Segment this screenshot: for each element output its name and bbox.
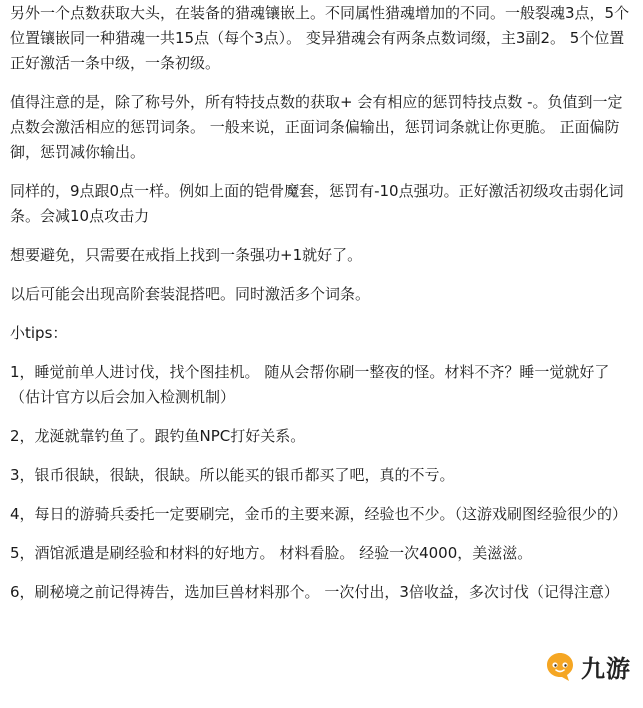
paragraph-3: 同样的，9点跟0点一样。例如上面的铠骨魔套，惩罚有-10点强功。正好激活初级攻击弱化词条。会减10点攻击力 (10, 182, 624, 225)
tip-1: 1，睡觉前单人进讨伐，找个图挂机。 随从会帮你刷一整夜的怪。材料不齐？睡一觉就好了（估计官方以后会加入检测机制） (10, 363, 610, 406)
tips-heading: 小tips： (10, 324, 68, 342)
paragraph-4: 想要避免，只需要在戒指上找到一条强功+1就好了。 (10, 246, 363, 264)
tip-6: 6，刷秘境之前记得祷告，选加巨兽材料那个。 一次付出，3倍收益，多次讨伐（记得注意） (10, 583, 619, 601)
tip-2: 2，龙涎就靠钓鱼了。跟钓鱼NPC打好关系。 (10, 427, 306, 445)
paragraph-5: 以后可能会出现高阶套装混搭吧。同时激活多个词条。 (10, 285, 371, 303)
jiuyou-logo-icon (543, 650, 577, 684)
watermark-text: 九游 (581, 655, 631, 683)
watermark (519, 647, 637, 686)
tip-5: 5，酒馆派遣是刷经验和材料的好地方。 材料看脸。 经验一次4000，美滋滋。 (10, 544, 533, 562)
tip-3: 3，银币很缺，很缺，很缺。所以能买的银币都买了吧，真的不亏。 (10, 466, 455, 484)
paragraph-1: 另外一个点数获取大头，在装备的猎魂镶嵌上。不同属性猎魂增加的不同。一般裂魂3点，5个位置镶嵌同一种猎魂一共15点（每个3点）。 变异猎魂会有两条点数词缀，主3副2。 5个位置正好激活一条中级，一条初级。 (10, 4, 630, 72)
tip-4: 4，每日的游骑兵委托一定要刷完，金币的主要来源，经验也不少。（这游戏刷图经验很少的） (10, 505, 628, 523)
article-body (10, 0, 635, 619)
paragraph-2: 值得注意的是，除了称号外，所有特技点数的获取+ 会有相应的惩罚特技点数 -。负值到一定点数会激活相应的惩罚词条。 一般来说，正面词条偏输出，惩罚词条就让你更脆。 正面偏防御，惩罚减你输出。 (10, 93, 623, 161)
